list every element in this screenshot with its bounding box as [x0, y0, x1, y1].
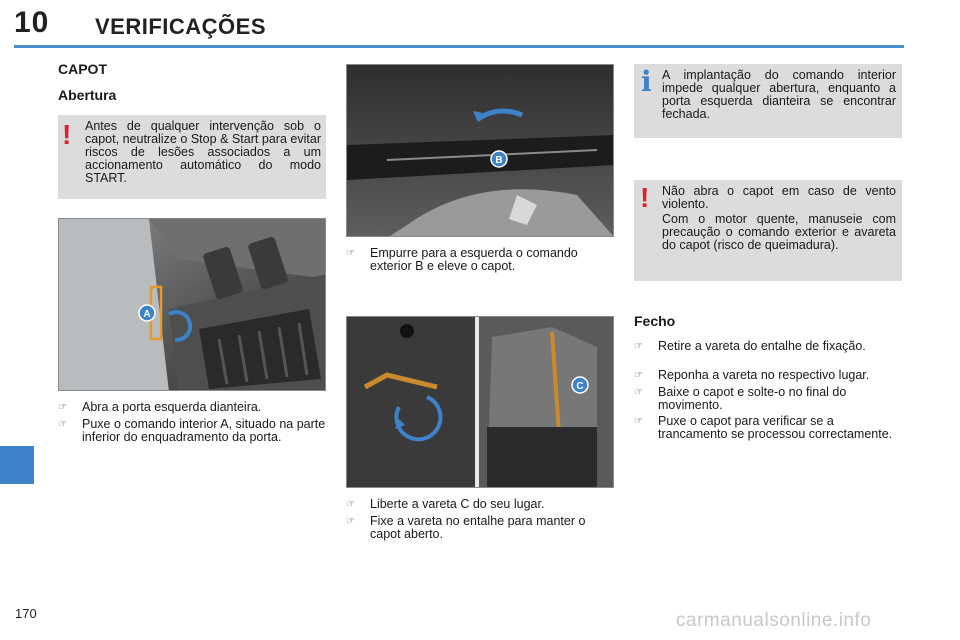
pointing-hand-icon: ☞ — [58, 402, 67, 413]
info-text: A implantação do comando interior impede qualquer abertura, enquanto a porta esquerda dianteira se encontrar fechada. — [662, 68, 896, 121]
exclamation-icon: ! — [62, 119, 72, 150]
photo-exterior-release-control — [346, 64, 614, 237]
photo-interior-release-lever — [58, 218, 326, 391]
pointing-hand-icon: ☞ — [346, 499, 355, 510]
bullet-text: Puxe o comando interior A, situado na parte inferior do enquadramento da porta. — [82, 417, 326, 444]
photo-bonnet-stay — [346, 316, 614, 488]
photo-label-a: A — [143, 309, 151, 320]
chapter-number: 10 — [14, 6, 50, 39]
warning-text-wind: Não abra o capot em caso de vento violento. — [662, 184, 896, 211]
bullet-text: Empurre para a esquerda o comando exterior B e eleve o capot. — [370, 246, 578, 273]
bullet-text: Reponha a vareta no respectivo lugar. — [658, 368, 870, 382]
page-number: 170 — [15, 606, 37, 621]
list-item — [634, 340, 904, 353]
subsection-title-closing: Fecho — [634, 313, 676, 329]
bullet-text: Puxe o capot para verificar se a trancamento se processou correctamente. — [658, 414, 893, 441]
bullet-text: Liberte a vareta C do seu lugar. — [370, 497, 545, 511]
list-item — [634, 369, 904, 382]
info-icon: i — [641, 65, 652, 98]
subsection-title-opening: Abertura — [58, 87, 117, 103]
pointing-hand-icon: ☞ — [346, 516, 355, 527]
watermark: carmanualsonline.info — [676, 610, 872, 631]
bullet-text: Fixe a vareta no entalhe para manter o capot aberto. — [370, 514, 586, 541]
bullet-text: Baixe o capot e solte-o no final do movimento. — [658, 385, 847, 412]
pointing-hand-icon: ☞ — [58, 419, 67, 430]
list-item — [634, 415, 904, 441]
list-item — [346, 515, 618, 541]
pointing-hand-icon: ☞ — [634, 416, 643, 427]
list-item — [346, 498, 618, 511]
chapter-title: VERIFICAÇÕES — [95, 14, 267, 39]
warning-text-stop-start: Antes de qualquer intervenção sob o capot, neutralize o Stop & Start para evitar riscos de lesões associados a um accionamento automático do modo START. — [85, 119, 321, 185]
photo-label-c: C — [576, 381, 584, 392]
bullet-text: Abra a porta esquerda dianteira. — [82, 400, 262, 414]
photo-label-b: B — [495, 155, 503, 166]
pointing-hand-icon: ☞ — [634, 387, 643, 398]
pointing-hand-icon: ☞ — [634, 341, 643, 352]
header-rule — [14, 45, 904, 48]
pointing-hand-icon: ☞ — [634, 370, 643, 381]
list-item — [58, 401, 328, 414]
warning-text-heat: Com o motor quente, manuseie com precaução o comando exterior e avareta do capot (risco de queimadura). — [662, 212, 896, 252]
chapter-side-tab — [0, 446, 34, 484]
list-item — [346, 247, 618, 273]
list-item — [58, 418, 328, 444]
section-title: CAPOT — [58, 61, 107, 77]
list-item — [634, 386, 904, 412]
exclamation-icon: ! — [640, 182, 650, 213]
bullet-text: Retire a vareta do entalhe de fixação. — [658, 339, 866, 353]
pointing-hand-icon: ☞ — [346, 248, 355, 259]
